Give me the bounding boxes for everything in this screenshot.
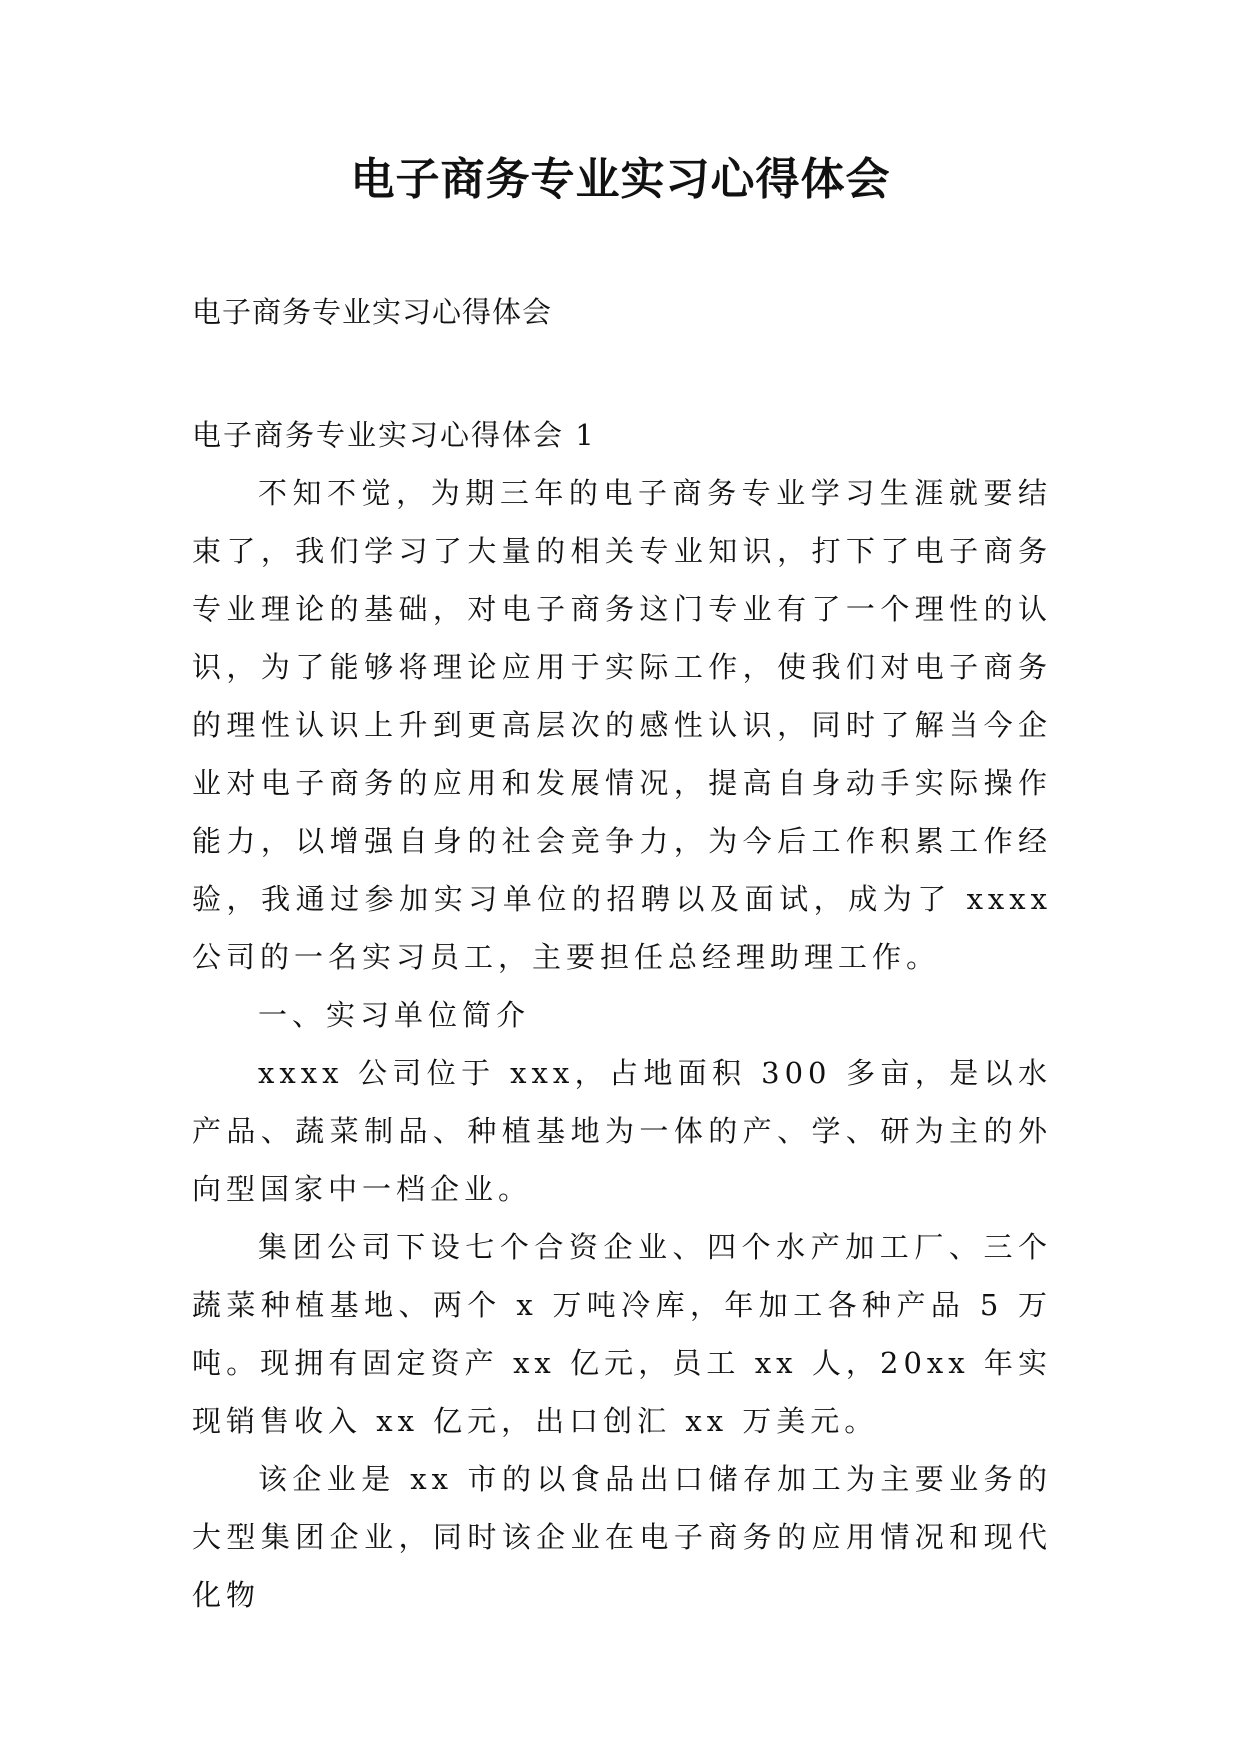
paragraph-intro: 不知不觉，为期三年的电子商务专业学习生涯就要结束了，我们学习了大量的相关专业知识，打下了电子商务专业理论的基础，对电子商务这门专业有了一个理性的认识，为了能够将理论应用于实际工作，使我们对电子商务的理性认识上升到更高层次的感性认识，同时了解当今企业对电子商务的应用和发展情况，提高自身动手实际操作能力，以增强自身的社会竞争力，为今后工作积累工作经验，我通过参加实习单位的招聘以及面试，成为了 xxxx 公司的一名实习员工，主要担任总经理助理工作。 xyxy=(192,476,1052,974)
document-title: 电子商务专业实习心得体会 xyxy=(350,154,891,205)
document-body xyxy=(192,406,1052,1624)
paragraph-company-location: xxxx 公司位于 xxx，占地面积 300 多亩，是以水产品、蔬菜制品、种植基地为一体的产、学、研为主的外向型国家中一档企业。 xyxy=(192,1056,1052,1206)
document-subtitle: 电子商务专业实习心得体会 xyxy=(192,295,553,329)
section-heading: 电子商务专业实习心得体会 1 xyxy=(192,418,596,452)
paragraph-company-business: 该企业是 xx 市的以食品出口储存加工为主要业务的大型集团企业，同时该企业在电子商务的应用情况和现代化物 xyxy=(192,1462,1052,1612)
paragraph-section-title: 一、实习单位简介 xyxy=(258,998,531,1032)
paragraph-company-scale: 集团公司下设七个合资企业、四个水产加工厂、三个蔬菜种植基地、两个 x 万吨冷库，年加工各种产品 5 万吨。现拥有固定资产 xx 亿元，员工 xx 人，20xx 年实现销售收入 xx 亿元，出口创汇 xx 万美元。 xyxy=(192,1230,1052,1438)
